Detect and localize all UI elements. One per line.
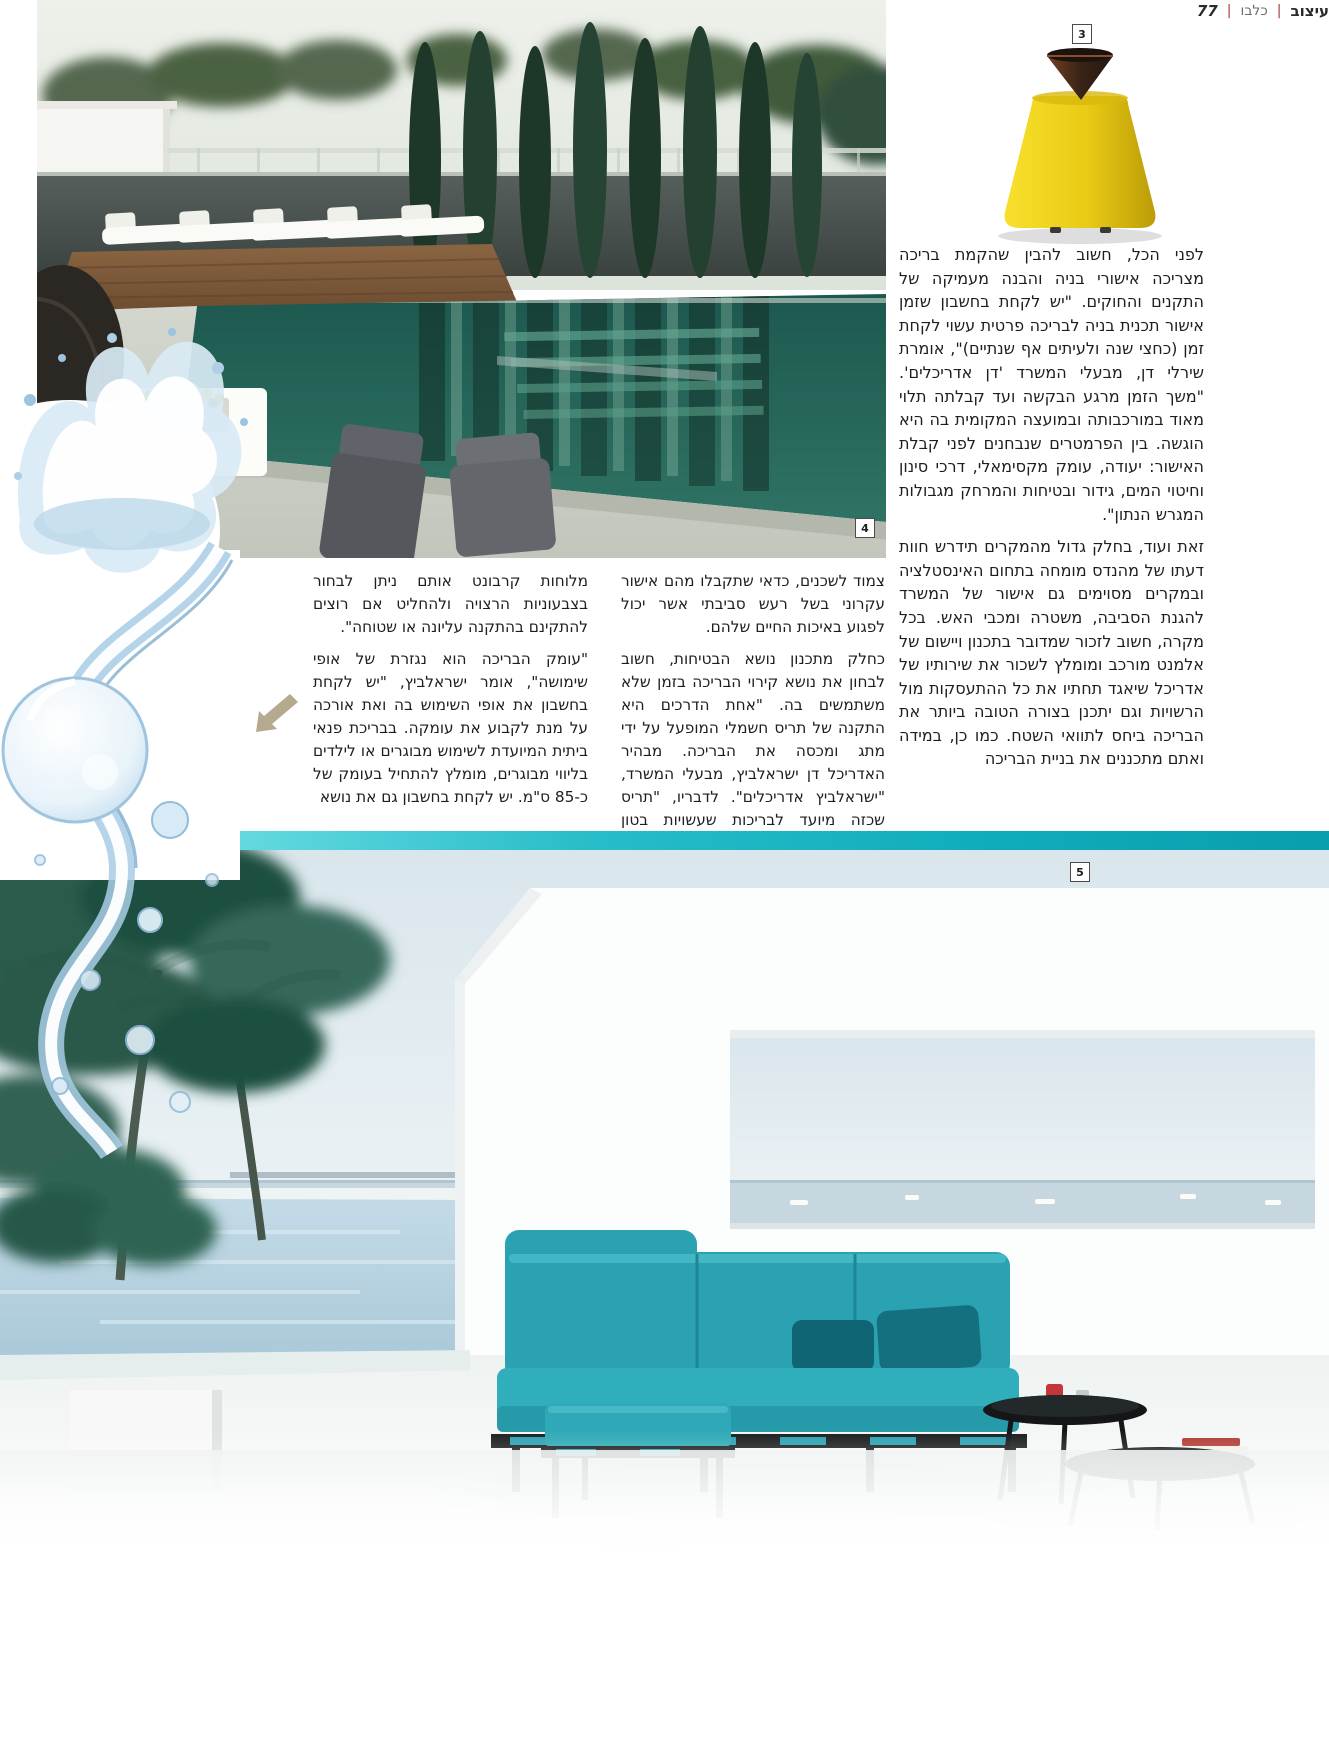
water-bubble — [3, 678, 147, 822]
paragraph: מלוחות קרבונט אותם ניתן לבחור בצבעוניות הרצויה ולהחליט אם רוצים להתקינם בהתקנה עליונה או שטוחה". — [313, 572, 588, 636]
pool-garden-photo — [37, 0, 886, 558]
wicker-chair — [37, 265, 124, 540]
paragraph: לפני הכל, חשוב להבין שהקמת בריכה מצריכה אישורי בניה והבנה מעמיקה של התקנים והחוקים. "יש לקחת בחשבון שזמן אישור תכנית בניה לבריכה פרטית עשוי לקחת זמן (כחצי שנה ולעיתים אף שנתיים)", אומרת שירלי דן, מבעלי המשרד 'דן אדריכלים'. "משך הזמן מרגע הבקשה ועד קבלתה תלוי מאוד במורכבותה ובמועצה המקומית בה היא הוגשה. בין הפרמטרים שנבחנים לפני קבלת האישור: יעודה, עומק מקסימאלי, דרכי סינון וחיטוי המים, גידור ובטיחות והמרחק מגבולות המגרש הנתון". — [899, 245, 1204, 524]
down-left-arrow-icon — [250, 694, 302, 740]
speaker-body — [1005, 96, 1156, 228]
article-column-right — [899, 243, 1204, 780]
wooden-pier — [230, 1172, 470, 1178]
paragraph: כחלק מתכנון נושא הבטיחות, חשוב לבחון את נושא קירוי הבריכה בזמן שלא משתמשים בה. "אחת הדרכים היא התקנה של תריס חשמלי המופעל על ידי מתג ומכסה את הבריכה. מבהיר האדריכל דן ישראלביץ, מבעלי המשרד, "ישראלביץ אדריכלים". לדבריו, "תריס שכזה מיועד לבריכות שעשויות בטון — [621, 650, 885, 829]
footer-magazine-name: כלבו — [1240, 3, 1268, 19]
pool-garden-illustration — [37, 0, 886, 558]
yellow-speaker-illustration — [950, 18, 1210, 250]
article-column-left — [313, 570, 588, 818]
paragraph: זאת ועוד, בחלק גדול מהמקרים תידרש חוות דעתו של מהנדס מומחה בתחום האינסטלציה ובמקרים מסוימים גם אישור של המשרד להגנת הסביבה, משטרה ומכבי האש. בכל מקרה, חשוב לזכור שמדובר בתכנון ויישום של אלמנט מורכב ומומלץ לשכור את שירותיו של אדריכל שיאגד תחתיו את כל ההתעסקות מול הרשויות וגם יתכנן בצורה הטובה ביותר את הבריכה ביחס לתוואי השטח. כמו כן, במידה ואתם מתכננים את בניית הבריכה — [899, 537, 1204, 769]
article-column-middle — [621, 570, 885, 864]
sea-view-opening — [730, 1030, 1315, 1229]
footer-separator: | — [1276, 3, 1282, 19]
photo-bottom-fade — [0, 1430, 1329, 1570]
badge-number: 3 — [1078, 27, 1086, 41]
photo-badge-4 — [855, 518, 875, 538]
page-number: 77 — [1196, 2, 1218, 20]
photo-badge-5 — [1070, 862, 1090, 882]
teal-accent-band — [200, 831, 1329, 850]
footer-section-label: עיצוב — [1290, 2, 1329, 20]
badge-number: 4 — [861, 521, 869, 535]
speaker-product-photo — [950, 18, 1210, 250]
photo-badge-3 — [1072, 24, 1092, 44]
product-shadow — [998, 228, 1162, 244]
footer-separator: | — [1226, 3, 1232, 19]
paragraph: צמוד לשכנים, כדאי שתקבלו מהם אישור עקרוני בשל רעש סביבתי אשר יכול לפגוע באיכות החיים שלהם. — [621, 572, 885, 636]
paragraph: "עומק הבריכה הוא נגזרת של אופי שימושה", אומר ישראלביץ, "יש לקחת בחשבון את אופי השימוש בה ואת אורכה על מנת לקבוע את עומקה. בבריכת פנאי ביתית המיועדת לשימוש מבוגרים או לילדים בליווי מבוגרים, מומלץ להתחיל בעומק של כ-85 ס"מ. יש לקחת בחשבון גם את נושא — [313, 650, 588, 806]
badge-number: 5 — [1076, 865, 1084, 879]
